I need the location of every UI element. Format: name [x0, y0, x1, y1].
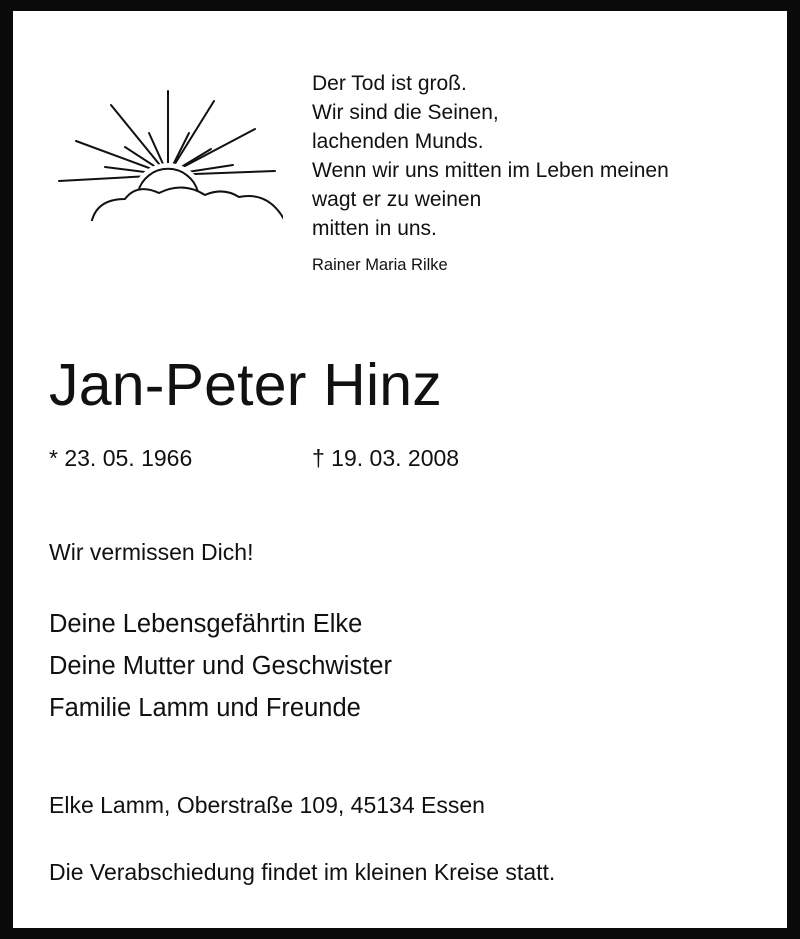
contact-address: Elke Lamm, Oberstraße 109, 45134 Essen — [49, 792, 485, 818]
birth-date: * 23. 05. 1966 — [49, 445, 193, 471]
message: Wir vermissen Dich! — [49, 539, 254, 565]
poem — [312, 69, 669, 243]
poem-line: Der Tod ist groß. — [312, 72, 467, 95]
mourners-list — [49, 603, 392, 729]
poem-line: wagt er zu weinen — [312, 188, 482, 211]
poem-line: mitten in uns. — [312, 217, 437, 240]
poem-line: lachenden Munds. — [312, 130, 484, 153]
poem-line: Wenn wir uns mitten im Leben meinen — [312, 159, 669, 182]
poem-line: Wir sind die Seinen, — [312, 101, 499, 124]
farewell-notice: Die Verabschiedung findet im kleinen Kreise statt. — [49, 859, 556, 885]
rising-sun-icon — [43, 75, 283, 235]
mourner: Familie Lamm und Freunde — [49, 694, 361, 722]
death-date: † 19. 03. 2008 — [312, 445, 460, 471]
mourner: Deine Mutter und Geschwister — [49, 652, 392, 680]
mourner: Deine Lebensgefährtin Elke — [49, 610, 363, 638]
poem-author: Rainer Maria Rilke — [312, 256, 448, 274]
deceased-name: Jan-Peter Hinz — [49, 352, 443, 418]
